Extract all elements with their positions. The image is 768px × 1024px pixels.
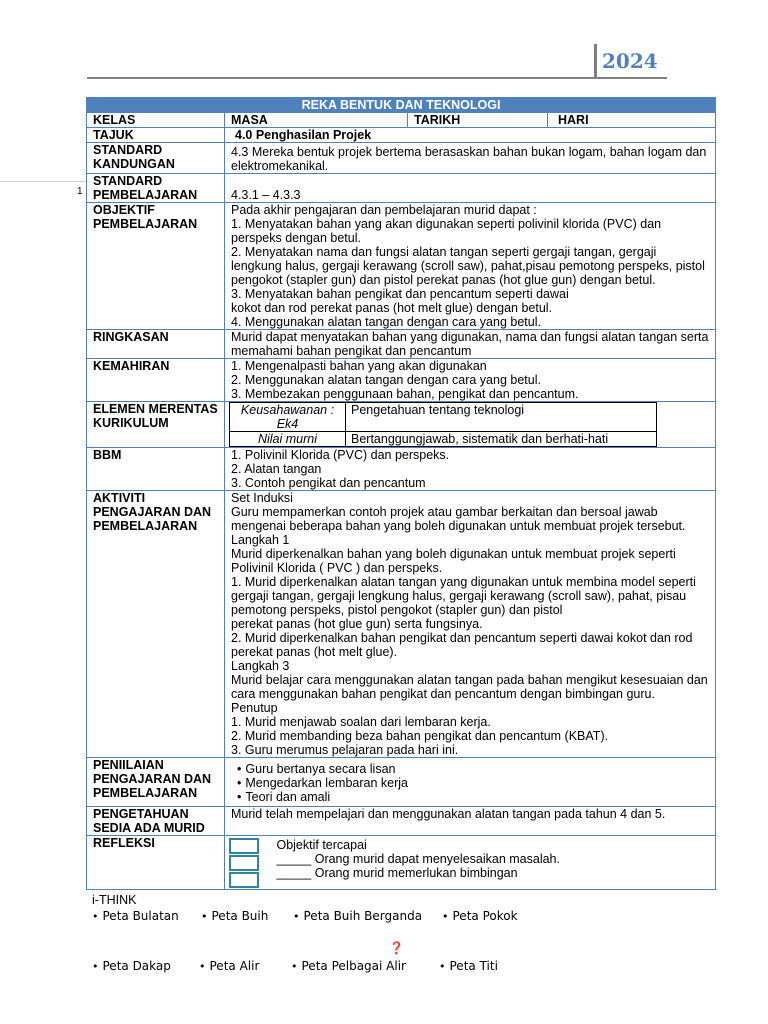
peta-buih: • Peta Buih <box>201 909 268 923</box>
objektif-line: Pada akhir pengajaran dan pembelajaran murid dapat : <box>231 203 537 217</box>
objektif-line: 2. Menyatakan nama dan fungsi alatan tangan seperti gergaji tangan, gergaji lengkung halus, gergaji kerawang (scroll saw), pahat,pisau pemotong perspeks, pistol pengokot (stapler gun) dan pistol perekat panas (hot glue gun) dengan betul. <box>231 245 705 287</box>
aktiviti-line: 2. Murid membanding beza bahan pengikat dan pencantum (KBAT). <box>231 729 609 743</box>
refleksi-checkbox[interactable] <box>229 872 259 888</box>
bbm-line: 3. Contoh pengikat dan pencantum <box>231 476 426 490</box>
aktiviti-line: Langkah 1 <box>231 533 290 547</box>
kemahiran-label: KEMAHIRAN <box>87 359 225 402</box>
aktiviti-line: Murid diperkenalkan bahan yang boleh digunakan untuk membuat projek seperti Polivinil Klorida ( PVC ) dan perspeks. <box>231 547 676 575</box>
aktiviti-value <box>225 491 716 758</box>
objektif-line: kokot dan rod perekat panas (hot melt glue) dengan betul. <box>231 301 553 315</box>
hari-label <box>548 113 716 128</box>
aktiviti-line: Langkah 3 <box>231 659 290 673</box>
penilaian-item: • Mengedarkan lembaran kerja <box>237 776 709 790</box>
peta-alir: • Peta Alir <box>199 959 259 973</box>
pengetahuan-row <box>87 807 716 836</box>
aktiviti-line: 3. Guru merumus pelajaran pada hari ini. <box>231 743 459 757</box>
kelas-row <box>87 113 716 128</box>
pengetahuan-value: Murid telah mempelajari dan menggunakan alatan tangan pada tahun 4 dan 5. <box>225 807 716 836</box>
bbm-value <box>225 448 716 491</box>
missing-glyph-icon: ❓ <box>389 941 404 955</box>
kemahiran-line: 3. Membezakan penggunaan bahan, pengikat dan pencantum. <box>231 387 579 401</box>
ringkasan-label: RINGKASAN <box>87 330 225 359</box>
kemahiran-value <box>225 359 716 402</box>
refleksi-row <box>87 836 716 890</box>
aktiviti-line: Murid belajar cara menggunakan alatan tangan pada bahan mengikut kesesuaian dan cara menggunakan bahan pengikat dan pencantum dengan bimbingan guru. <box>231 673 708 701</box>
emk-inner-table <box>229 402 657 447</box>
tajuk-row <box>87 128 716 143</box>
pengetahuan-label: PENGETAHUAN SEDIA ADA MURID <box>87 807 225 836</box>
refleksi-line: _____ Orang murid dapat menyelesaikan masalah. <box>276 852 560 866</box>
aktiviti-line: 1. Murid diperkenalkan alatan tangan yang digunakan untuk membina model seperti gergaji tangan, gergaji lengkung halus, gergaji kerawang (scroll saw), pahat, pisau pemotong perspeks, pistol pengokot (stapler gun) dan pistol <box>231 575 696 617</box>
tarikh-label: TARIKH <box>408 113 548 128</box>
peta-pokok: • Peta Pokok <box>442 909 518 923</box>
peta-dakap: • Peta Dakap <box>92 959 171 973</box>
peta-titi: • Peta Titi <box>439 959 498 973</box>
penilaian-list <box>231 762 709 804</box>
tajuk-value: 4.0 Penghasilan Projek <box>225 128 716 143</box>
ringkasan-row <box>87 330 716 359</box>
bbm-row <box>87 448 716 491</box>
emk-row <box>87 402 716 448</box>
peta-pelbagai-alir: • Peta Pelbagai Alir <box>291 959 406 973</box>
aktiviti-line: Penutup <box>231 701 278 715</box>
lesson-plan-table <box>86 97 716 890</box>
header-rule-vertical <box>594 44 597 78</box>
sp-row <box>87 174 716 203</box>
masa-label: MASA <box>225 113 408 128</box>
kelas-label: KELAS <box>87 113 225 128</box>
emk-label: ELEMEN MERENTAS KURIKULUM <box>87 402 225 448</box>
emk-value-2: Bertanggungjawab, sistematik dan berhati-hati <box>346 432 657 447</box>
refleksi-line: Objektif tercapai <box>276 838 367 852</box>
header-rule <box>87 77 667 79</box>
side-number: 1 <box>77 186 83 197</box>
refleksi-value <box>225 836 716 890</box>
aktiviti-line: Set Induksi <box>231 491 293 505</box>
bbm-line: 2. Alatan tangan <box>231 462 322 476</box>
emk-value <box>225 402 716 448</box>
emk-key-1: Keusahawanan : Ek4 <box>230 403 346 432</box>
aktiviti-line: 2. Murid diperkenalkan bahan pengikat dan pencantum seperti dawai kokot dan rod perekat panas (hot melt glue). <box>231 631 693 659</box>
peta-buih-berganda: • Peta Buih Berganda <box>293 909 422 923</box>
header-year: 2024 <box>602 49 658 73</box>
refleksi-text <box>276 838 560 880</box>
sk-value: 4.3 Mereka bentuk projek bertema berasaskan bahan bukan logam, bahan logam dan elektromekanikal. <box>225 143 716 174</box>
objektif-row <box>87 203 716 330</box>
objektif-value <box>225 203 716 330</box>
kemahiran-line: 1. Mengenalpasti bahan yang akan digunakan <box>231 359 487 373</box>
table-title-row <box>87 98 716 113</box>
refleksi-checkbox[interactable] <box>229 855 259 871</box>
penilaian-value <box>225 758 716 807</box>
kemahiran-row <box>87 359 716 402</box>
aktiviti-label: AKTIVITI PENGAJARAN DAN PEMBELAJARAN <box>87 491 225 758</box>
bbm-label: BBM <box>87 448 225 491</box>
aktiviti-line: perekat panas (hot glue gun) serta fungsinya. <box>231 617 483 631</box>
penilaian-row <box>87 758 716 807</box>
ringkasan-value: Murid dapat menyatakan bahan yang digunakan, nama dan fungsi alatan tangan serta memahami bahan pengikat dan pencantum <box>225 330 716 359</box>
aktiviti-row <box>87 491 716 758</box>
objektif-line: 1. Menyatakan bahan yang akan digunakan seperti polivinil klorida (PVC) dan perspeks dengan betul. <box>231 217 662 245</box>
peta-bulatan: • Peta Bulatan <box>92 909 179 923</box>
margin-rule <box>0 181 86 182</box>
penilaian-label: PENIILAIAN PENGAJARAN DAN PEMBELAJARAN <box>87 758 225 807</box>
aktiviti-line: 1. Murid menjawab soalan dari lembaran kerja. <box>231 715 491 729</box>
bbm-line: 1. Polivinil Klorida (PVC) dan perspeks. <box>231 448 450 462</box>
penilaian-item: • Guru bertanya secara lisan <box>237 762 709 776</box>
aktiviti-line: Guru mempamerkan contoh projek atau gambar berkaitan dan bersoal jawab mengenai beberapa bahan yang boleh digunakan untuk membuat projek tersebut. <box>231 505 686 533</box>
sk-label: STANDARD KANDUNGAN <box>87 143 225 174</box>
emk-value-1: Pengetahuan tentang teknologi <box>346 403 657 432</box>
objektif-label: OBJEKTIF PEMBELAJARAN <box>87 203 225 330</box>
emk-key-2: Nilai murni <box>230 432 346 447</box>
refleksi-line: _____ Orang murid memerlukan bimbingan <box>276 866 518 880</box>
tajuk-label: TAJUK <box>87 128 225 143</box>
penilaian-item: • Teori dan amali <box>237 790 709 804</box>
objektif-line: 3. Menyatakan bahan pengikat dan pencantum seperti dawai <box>231 287 569 301</box>
ithink-label: i-THINK <box>92 893 137 907</box>
hari-text: HARI <box>558 113 589 127</box>
sk-row <box>87 143 716 174</box>
kemahiran-line: 2. Menggunakan alatan tangan dengan cara yang betul. <box>231 373 541 387</box>
refleksi-checkboxes <box>229 838 259 889</box>
refleksi-label: REFLEKSI <box>87 836 225 890</box>
sp-label: STANDARD PEMBELAJARAN <box>87 174 225 203</box>
sp-value: 4.3.1 – 4.3.3 <box>225 174 716 203</box>
table-title: REKA BENTUK DAN TEKNOLOGI <box>87 98 716 113</box>
refleksi-checkbox[interactable] <box>229 838 259 854</box>
objektif-line: 4. Menggunakan alatan tangan dengan cara yang betul. <box>231 315 541 329</box>
